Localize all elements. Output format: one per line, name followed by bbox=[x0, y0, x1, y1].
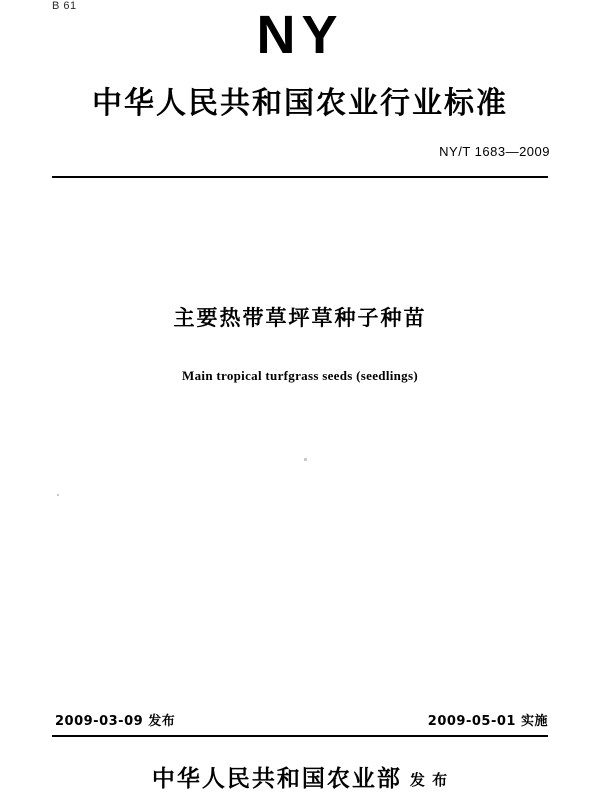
scan-speck bbox=[57, 494, 59, 496]
classification-code: B 61 bbox=[52, 0, 77, 12]
issue-date-label: 发布 bbox=[148, 714, 176, 729]
issuer-block bbox=[0, 760, 600, 793]
standard-number: NY/T 1683—2009 bbox=[439, 144, 550, 159]
issue-date-value: 2009-03-09 bbox=[55, 714, 144, 729]
issuer-name: 中华人民共和国农业部 bbox=[151, 766, 402, 792]
footer-divider-bottom bbox=[52, 735, 548, 737]
document-title-english: Main tropical turfgrass seeds (seedlings) bbox=[182, 368, 418, 383]
implementation-date-block bbox=[428, 710, 548, 729]
scan-speck bbox=[304, 458, 307, 461]
implementation-date-value: 2009-05-01 bbox=[427, 714, 516, 729]
standard-header: 中华人民共和国农业行业标准 bbox=[92, 86, 508, 121]
implementation-date-label: 实施 bbox=[520, 714, 548, 729]
issuer-action-label: 发 布 bbox=[409, 771, 449, 789]
issue-date-block bbox=[55, 710, 175, 729]
header-divider-top bbox=[52, 176, 548, 178]
ny-logo: NY bbox=[256, 5, 344, 65]
document-title-chinese: 主要热带草坪草种子种苗 bbox=[173, 306, 427, 330]
